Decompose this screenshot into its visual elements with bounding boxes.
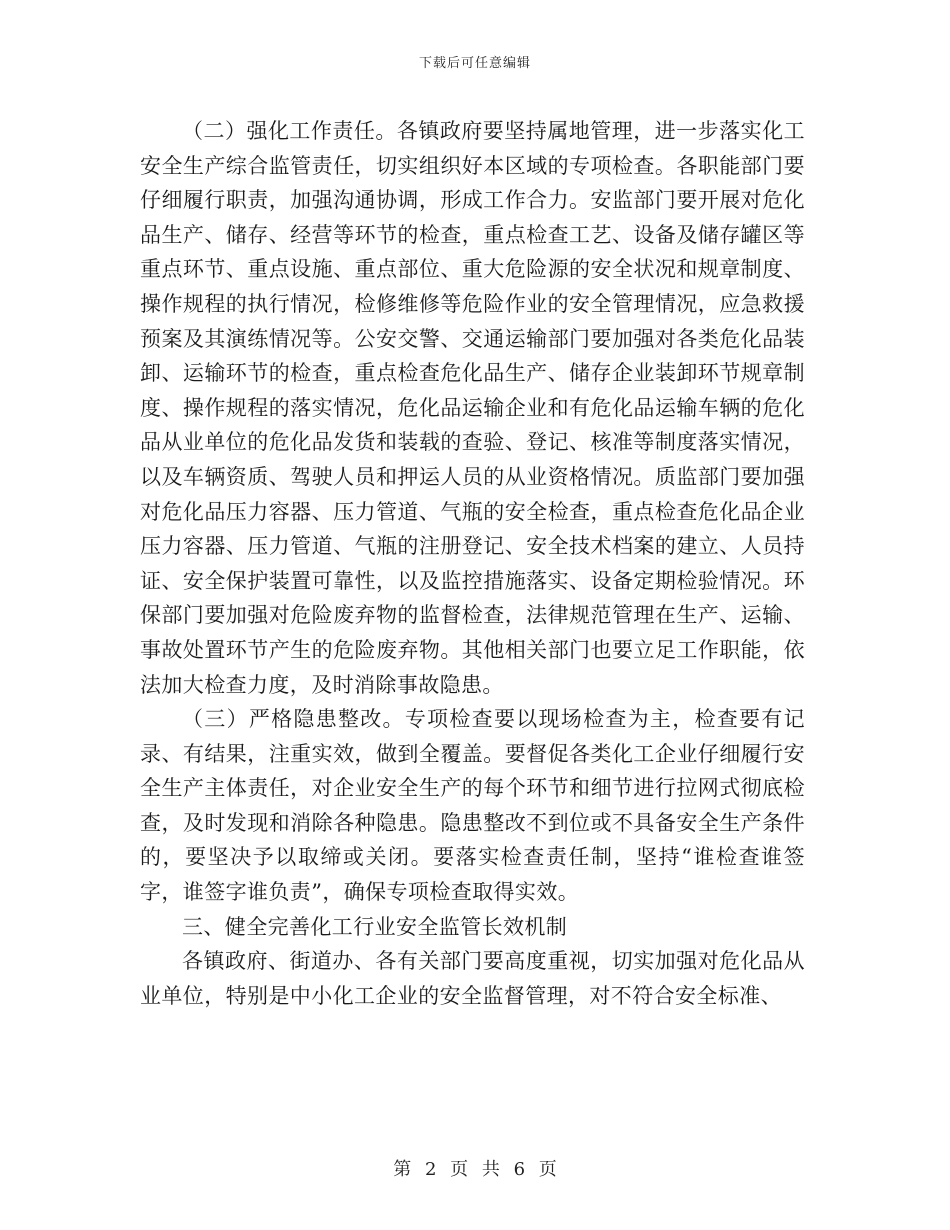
- page-header: 下载后可任意编辑: [418, 56, 531, 71]
- current-page-number: 2: [424, 1159, 437, 1180]
- footer-prefix: 第: [393, 1159, 412, 1180]
- footer-page-word: 页: [450, 1159, 469, 1180]
- footer-total-word: 共: [481, 1159, 500, 1180]
- footer-suffix: 页: [538, 1159, 557, 1180]
- total-page-count: 6: [513, 1159, 526, 1180]
- paragraph-strengthen-responsibility: （二）强化工作责任。各镇政府要坚持属地管理，进一步落实化工安全生产综合监管责任，切实组织好本区域的专项检查。各职能部门要仔细履行职责，加强沟通协调，形成工作合力。安监部门要开展对危化品生产、储存、经营等环节的检查，重点检查工艺、设备及储存罐区等重点环节、重点设施、重点部位、重大危险源的安全状况和规章制度、操作规程的执行情况，检修维修等危险作业的安全管理情况，应急救援预案及其演练情况等。公安交警、交通运输部门要加强对各类危化品装卸、运输环节的检查，重点检查危化品生产、储存企业装卸环节规章制度、操作规程的落实情况，危化品运输企业和有危化品运输车辆的危化品从业单位的危化品发货和装载的查验、登记、核准等制度落实情况，以及车辆资质、驾驶人员和押运人员的从业资格情况。质监部门要加强对危化品压力容器、压力管道、气瓶的安全检查，重点检查危化品企业压力容器、压力管道、气瓶的注册登记、安全技术档案的建立、人员持证、安全保护装置可靠性，以及监控措施落实、设备定期检验情况。环保部门要加强对危险废弃物的监督检查，法律规范管理在生产、运输、事故处置环节产生的危险废弃物。其他相关部门也要立足工作职能，依法加大检查力度，及时消除事故隐患。: [140, 119, 805, 697]
- paragraph-hazard-rectification: （三）严格隐患整改。专项检查要以现场检查为主，检查要有记录、有结果，注重实效，做到全覆盖。要督促各类化工企业仔细履行安全生产主体责任，对企业安全生产的每个环节和细节进行拉网式彻底检查，及时发现和消除各种隐患。隐患整改不到位或不具备安全生产条件的，要坚决予以取缔或关闭。要落实检查责任制，坚持“谁检查谁签字，谁签字谁负责”，确保专项检查取得实效。: [140, 707, 805, 905]
- section-heading-long-term-mechanism: 三、健全完善化工行业安全监管长效机制: [182, 914, 568, 939]
- paragraph-supervision: 各镇政府、街道办、各有关部门要高度重视，切实加强对危化品从业单位，特别是中小化工企业的安全监督管理，对不符合安全标准、: [140, 949, 805, 1008]
- page-footer: [0, 1155, 950, 1181]
- document-body: [140, 114, 805, 1013]
